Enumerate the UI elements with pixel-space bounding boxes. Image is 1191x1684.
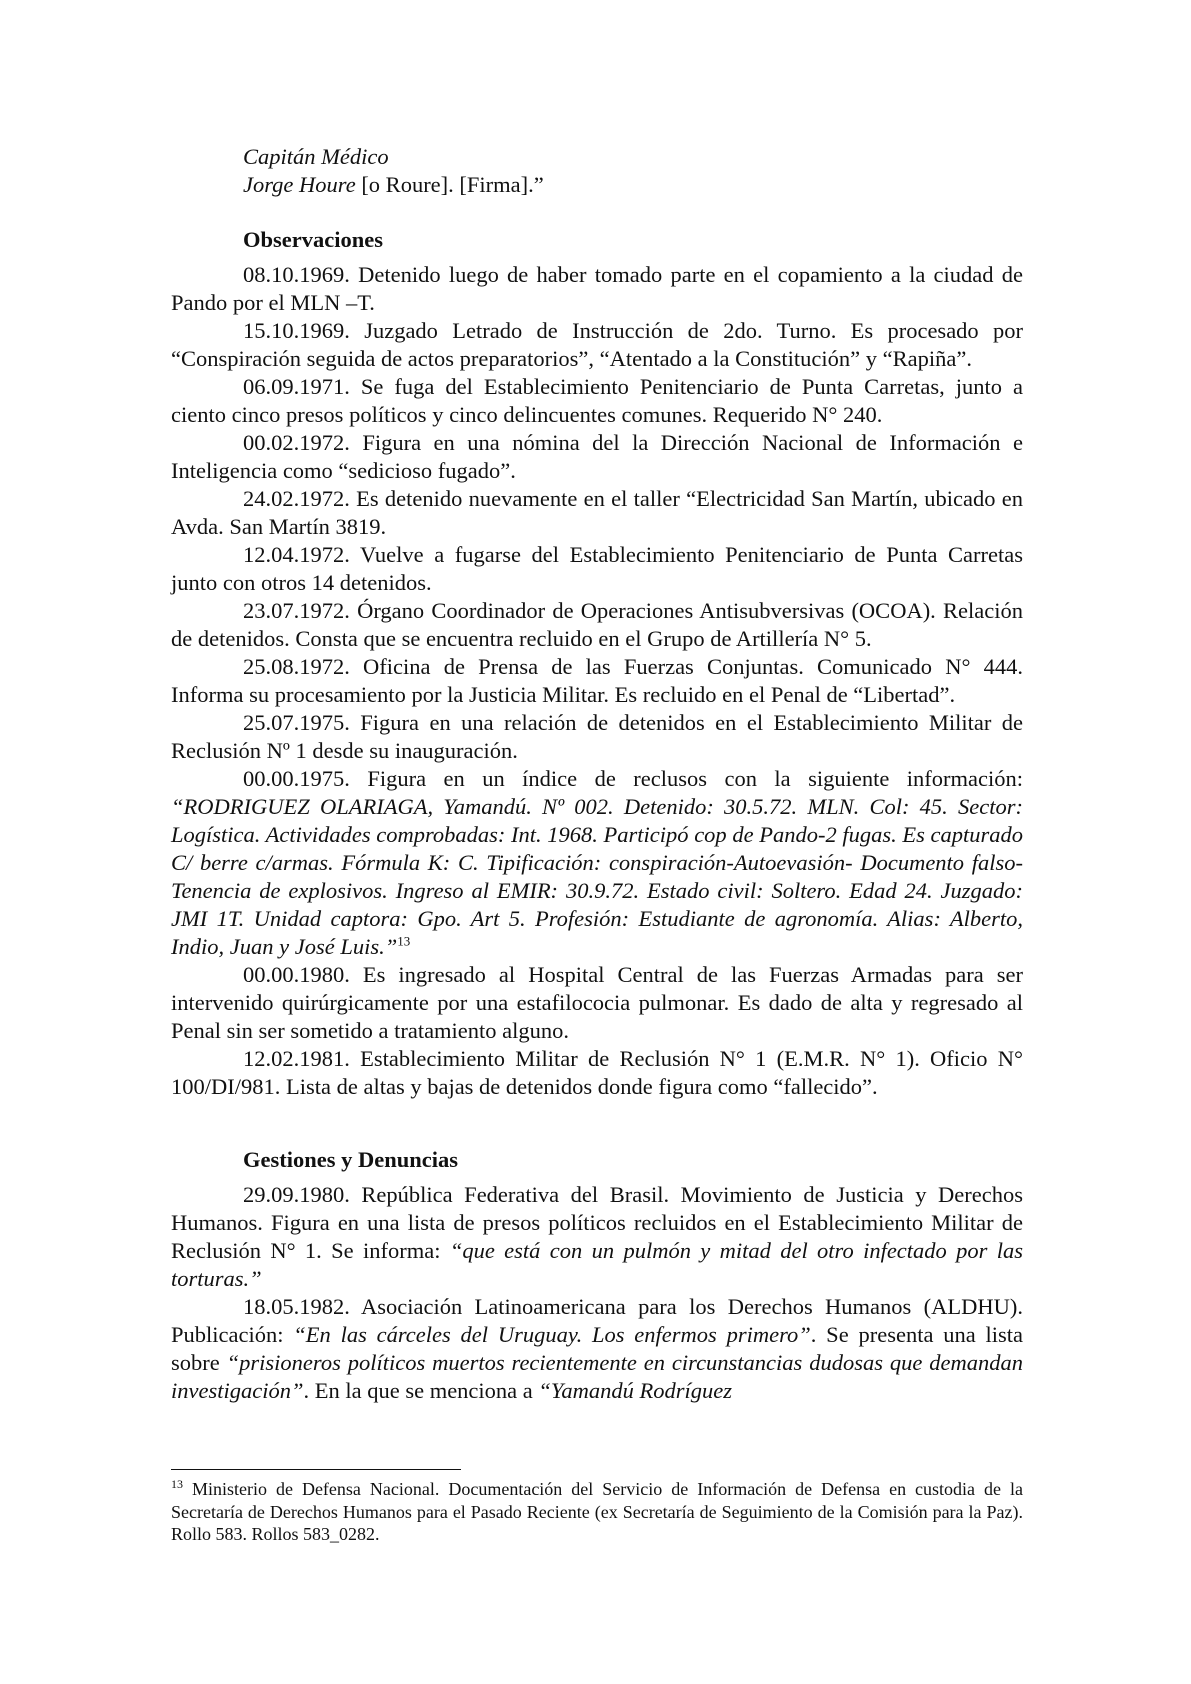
entry-paragraph <box>171 1293 1023 1405</box>
entry-text: 29.09.1980. República Federativa del Brasil. Movimiento de Justicia y Derechos Humanos. Figura en una lista de presos políticos recluidos en el Establecimiento Militar de Reclusión N° 1. Se informa: <box>171 1182 1023 1263</box>
entry-text: 25.08.1972. Oficina de Prensa de las Fuerzas Conjuntas. Comunicado N° 444. Informa su procesamiento por la Justicia Militar. Es recluido en el Penal de “Libertad”. <box>171 654 1023 707</box>
entry-text: 06.09.1971. Se fuga del Establecimiento Penitenciario de Punta Carretas, junto a ciento cinco presos políticos y cinco delincuentes comunes. Requerido N° 240. <box>171 374 1023 427</box>
entry-text: . En la que se menciona a <box>303 1378 539 1403</box>
entry-text: . Se presenta una lista sobre <box>171 1322 1023 1375</box>
entry-text: 00.00.1975. Figura en un índice de reclusos con la siguiente información: <box>243 766 1023 791</box>
entry-text: 00.00.1980. Es ingresado al Hospital Central de las Fuerzas Armadas para ser intervenido quirúrgicamente por una estafilococia pulmonar. Es dado de alta y regresado al Penal sin ser sometido a tratamiento alguno. <box>171 962 1023 1043</box>
entry-paragraph <box>171 429 1023 485</box>
entry-text: 15.10.1969. Juzgado Letrado de Instrucción de 2do. Turno. Es procesado por “Conspiración seguida de actos preparatorios”, “Atentado a la Constitución” y “Rapiña”. <box>171 318 1023 371</box>
entry-paragraph <box>171 653 1023 709</box>
footnote-separator <box>171 1469 461 1470</box>
quoted-text: “prisioneros políticos muertos recientemente en circunstancias dudosas que demandan investigación” <box>171 1350 1023 1403</box>
gestiones-body <box>171 1181 1023 1405</box>
entry-paragraph <box>171 765 1023 961</box>
entry-text: 18.05.1982. Asociación Latinoamericana para los Derechos Humanos (ALDHU). Publicación: <box>171 1294 1023 1347</box>
entry-text: 12.02.1981. Establecimiento Militar de Reclusión N° 1 (E.M.R. N° 1). Oficio N° 100/DI/981. Lista de altas y bajas de detenidos donde figura como “fallecido”. <box>171 1046 1023 1099</box>
entry-text: 23.07.1972. Órgano Coordinador de Operaciones Antisubversivas (OCOA). Relación de detenidos. Consta que se encuentra recluido en el Grupo de Artillería N° 5. <box>171 598 1023 651</box>
entry-paragraph <box>171 597 1023 653</box>
entry-paragraph <box>171 541 1023 597</box>
entry-paragraph <box>171 1181 1023 1293</box>
quoted-text: “Yamandú Rodríguez <box>538 1378 732 1403</box>
quoted-text: “RODRIGUEZ OLARIAGA, Yamandú. Nº 002. Detenido: 30.5.72. MLN. Col: 45. Sector: Logística. Actividades comprobadas: Int. 1968. Participó cop de Pando-2 fugas. Es capturado C/ berre c/armas. Fórmula K: C. Tipificación: conspiración-Autoevasión- Documento falso- Tenencia de explosivos. Ingreso al EMIR: 30.9.72. Estado civil: Soltero. Edad 24. Juzgado: JMI 1T. Unidad captora: Gpo. Art 5. Profesión: Estudiante de agronomía. Alias: Alberto, Indio, Juan y José Luis.” <box>171 794 1023 959</box>
entry-text: 12.04.1972. Vuelve a fugarse del Establecimiento Penitenciario de Punta Carretas junto con otros 14 detenidos. <box>171 542 1023 595</box>
entry-paragraph <box>171 485 1023 541</box>
entry-paragraph <box>171 373 1023 429</box>
signature-name <box>171 171 1023 199</box>
footnote-text: Ministerio de Defensa Nacional. Documentación del Servicio de Información de Defensa en custodia de la Secretaría de Derechos Humanos para el Pasado Reciente (ex Secretaría de Seguimiento de la Comisión para la Paz). Rollo 583. Rollos 583_0282. <box>171 1479 1023 1544</box>
page-body <box>171 143 1023 1405</box>
entry-text: 24.02.1972. Es detenido nuevamente en el taller “Electricidad San Martín, ubicado en Avda. San Martín 3819. <box>171 486 1023 539</box>
entry-text: 08.10.1969. Detenido luego de haber tomado parte en el copamiento a la ciudad de Pando por el MLN –T. <box>171 262 1023 315</box>
entry-text: 25.07.1975. Figura en una relación de detenidos en el Establecimiento Militar de Reclusión Nº 1 desde su inauguración. <box>171 710 1023 763</box>
entry-paragraph <box>171 261 1023 317</box>
signer-name: Jorge Houre <box>243 172 356 197</box>
entry-paragraph <box>171 709 1023 765</box>
footnote <box>171 1478 1023 1546</box>
signer-note: [o Roure]. [Firma].” <box>355 172 544 197</box>
entry-paragraph <box>171 961 1023 1045</box>
signature-title: Capitán Médico <box>243 144 389 169</box>
section-heading-observaciones: Observaciones <box>243 227 383 252</box>
footnote-number: 13 <box>171 1477 183 1491</box>
quoted-text: “que está con un pulmón y mitad del otro infectado por las torturas.” <box>171 1238 1023 1291</box>
entry-paragraph <box>171 317 1023 373</box>
footnote-ref: 13 <box>397 933 411 949</box>
observaciones-body <box>171 261 1023 1101</box>
entry-paragraph <box>171 1045 1023 1101</box>
section-heading-gestiones: Gestiones y Denuncias <box>243 1147 459 1172</box>
quoted-text: “En las cárceles del Uruguay. Los enfermos primero” <box>293 1322 811 1347</box>
entry-text: 00.02.1972. Figura en una nómina del la Dirección Nacional de Información e Inteligencia como “sedicioso fugado”. <box>171 430 1023 483</box>
